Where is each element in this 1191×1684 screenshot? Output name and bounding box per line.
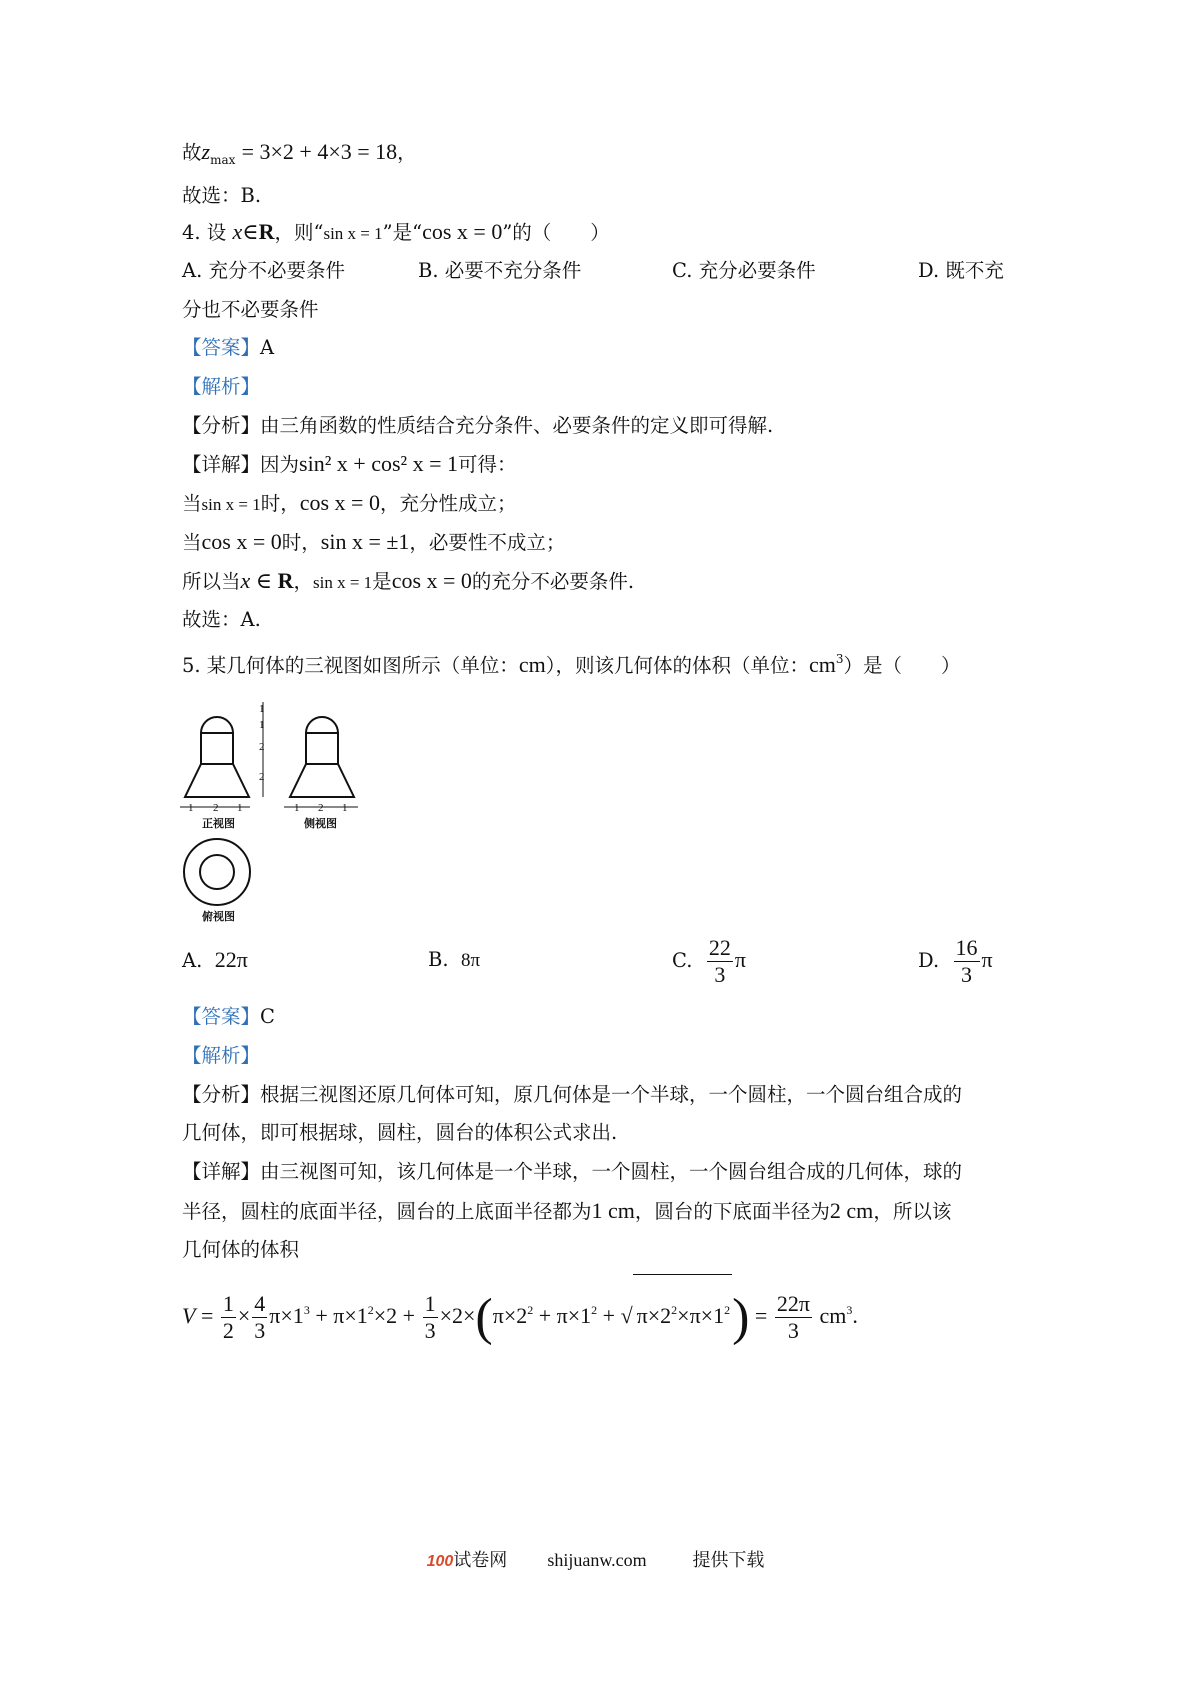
q4-option-b: B. 必要不充分条件: [418, 259, 582, 282]
text: ”的（ ）: [502, 221, 610, 244]
volume-formula: [182, 1274, 858, 1349]
answer-value: C: [260, 1005, 275, 1028]
answer-label: 【答案】: [182, 336, 261, 359]
unit: cm: [518, 652, 546, 677]
numerator: 16: [955, 935, 978, 960]
text: 时，: [281, 531, 321, 554]
text: ），则该几何体的体积（单位：: [545, 654, 809, 677]
text: 当: [182, 492, 202, 515]
side-view-dome: [306, 717, 338, 733]
q4-line1: [182, 489, 516, 519]
front-view-dome: [201, 717, 233, 733]
answer-label: 【答案】: [182, 1005, 261, 1028]
expr-sin: sin x = 1: [323, 224, 383, 243]
formula: sin² x + cos² x = 1: [299, 451, 459, 476]
side-view-cylinder: [306, 733, 338, 764]
term: ×2×: [439, 1303, 476, 1328]
side-dim-right: 1: [342, 802, 348, 814]
vdim-1: 1: [259, 703, 265, 715]
numerator: 22: [708, 935, 731, 960]
text: 是: [372, 570, 392, 593]
text: 4. 设: [182, 221, 227, 244]
sup: 2: [671, 1303, 678, 1317]
text: ”是“: [382, 221, 423, 244]
front-dim-right: 1: [237, 802, 243, 814]
site-url[interactable]: shijuanw.com: [547, 1550, 647, 1570]
q5-xiangjie-3: 几何体的体积: [182, 1238, 300, 1261]
text: 时，: [260, 492, 300, 515]
unit: cm: [808, 652, 836, 677]
option-label: C.: [672, 949, 693, 972]
var-z: z: [201, 139, 211, 164]
expr-cos: cos x = 0: [422, 219, 503, 244]
q4-option-d-cont: 分也不必要条件: [182, 298, 319, 321]
q4-stem: [182, 218, 610, 248]
equals: =: [754, 1303, 768, 1328]
q4-line2: [182, 528, 565, 557]
fraction: [707, 935, 733, 988]
text: ，所以该: [873, 1200, 952, 1223]
expr: x ∈: [240, 568, 278, 593]
q5-stem: [182, 645, 961, 680]
q5-analysis-label: 【解析】: [182, 1044, 261, 1067]
option-value: 8π: [460, 950, 481, 971]
set-R: R: [277, 568, 294, 593]
term: + π×1: [315, 1303, 368, 1328]
left-paren: (: [475, 1288, 493, 1346]
sup: 3: [835, 652, 844, 666]
sup: 3: [846, 1303, 853, 1317]
vdim-3: 2: [259, 741, 265, 753]
times: ×: [237, 1303, 251, 1328]
q5-fenxi-2: 几何体，即可根据球，圆柱，圆台的体积公式求出.: [182, 1121, 618, 1144]
term: π×2: [492, 1303, 528, 1328]
equals: =: [200, 1303, 214, 1328]
q4-line3: [182, 567, 634, 597]
q5-fenxi-1: 【分析】根据三视图还原几何体可知，原几何体是一个半球，一个圆柱，一个圆台组合成的: [182, 1083, 963, 1106]
denominator: 3: [254, 1318, 266, 1344]
unit: cm: [819, 1303, 847, 1328]
top-view-outer-circle: [184, 839, 250, 905]
q5-option-c: [672, 928, 746, 993]
var-x: x: [232, 219, 243, 244]
var-V: V: [182, 1303, 196, 1328]
equation: = 3×2 + 4×3 = 18: [241, 139, 398, 164]
text: ）是（ ）: [843, 654, 961, 677]
term: + π×1: [538, 1303, 592, 1328]
front-dim-mid: 2: [213, 802, 219, 814]
sup: 2: [527, 1303, 534, 1317]
set-R: R: [258, 219, 275, 244]
right-paren: ): [732, 1288, 750, 1346]
choose-a: 故选：A.: [182, 608, 261, 631]
expr: cos x = 0: [201, 529, 282, 554]
expr: sin x = ±1: [320, 529, 410, 554]
q4-xiangjie: [182, 450, 517, 479]
side-view-label: 侧视图: [304, 818, 337, 830]
q4-answer: [182, 334, 274, 362]
denominator: 3: [714, 962, 726, 987]
expr: sin x = 1: [312, 573, 373, 592]
q4-option-a: A. 充分不必要条件: [182, 259, 345, 282]
symbol-in: ∈: [242, 219, 259, 244]
side-view-frustum: [290, 764, 354, 797]
pi: π: [981, 947, 993, 972]
sqrt-sign: √: [620, 1303, 633, 1328]
text: ，: [293, 570, 313, 593]
top-view-label: 俯视图: [202, 911, 235, 923]
q4-option-c: C. 充分必要条件: [672, 259, 816, 282]
fraction-four-thirds: [252, 1291, 267, 1344]
pi: π: [734, 947, 746, 972]
text: ，则“: [274, 221, 324, 244]
choose-b: 故选：B.: [182, 184, 262, 207]
text: ，: [397, 141, 417, 164]
sup: 2: [724, 1303, 731, 1317]
denominator: 3: [424, 1318, 436, 1344]
front-view-frustum: [185, 764, 249, 797]
sup: 2: [367, 1303, 374, 1317]
q4-analysis-label: 【解析】: [182, 375, 261, 398]
expr: sin x = 1: [201, 495, 261, 514]
front-view-label: 正视图: [202, 818, 235, 830]
q5-answer: [182, 1003, 275, 1031]
fraction-result: [775, 1291, 812, 1344]
sqrt-body: [633, 1274, 732, 1349]
value: 1 cm: [591, 1198, 635, 1223]
side-dim-left: 1: [294, 802, 300, 814]
fraction-half: [221, 1291, 236, 1344]
top-view-inner-circle: [200, 855, 234, 889]
text: ，圆台的下底面半径为: [634, 1200, 830, 1223]
vdim-4: 2: [259, 771, 265, 783]
line-zmax: [182, 138, 417, 174]
denominator: 3: [961, 962, 973, 987]
footer: [0, 1546, 1191, 1572]
text: 【详解】因为: [182, 453, 300, 476]
term: ×2 +: [373, 1303, 416, 1328]
fraction-third: [423, 1291, 438, 1344]
numerator: 1: [222, 1291, 234, 1317]
text: ，必要性不成立；: [409, 531, 566, 554]
front-view-cylinder: [201, 733, 233, 764]
q5-option-b: [428, 946, 480, 975]
text: 所以当: [182, 570, 241, 593]
numerator: 22π: [776, 1291, 810, 1317]
vdim-2: 1: [259, 719, 265, 731]
option-label: A.: [182, 949, 203, 972]
answer-value: A: [260, 336, 275, 359]
text: 5. 某几何体的三视图如图所示（单位：: [182, 654, 519, 677]
q4-fenxi: 【分析】由三角函数的性质结合充分条件、必要条件的定义即可得解.: [182, 414, 774, 437]
text: 故: [182, 141, 202, 164]
sup: 3: [303, 1303, 310, 1317]
numerator: 4: [254, 1291, 266, 1317]
term: π×1: [269, 1303, 304, 1328]
option-label: D.: [918, 949, 940, 972]
value: 2 cm: [829, 1198, 874, 1223]
period: .: [852, 1303, 858, 1328]
numerator: 1: [424, 1291, 436, 1317]
text: 半径，圆柱的底面半径，圆台的上底面半径都为: [182, 1200, 592, 1223]
text: 的充分不必要条件.: [471, 570, 635, 593]
q5-option-a: [182, 946, 248, 975]
text: 当: [182, 531, 202, 554]
q5-xiangjie-1: 【详解】由三视图可知，该几何体是一个半球，一个圆柱，一个圆台组合成的几何体，球的: [182, 1160, 963, 1183]
term: +: [602, 1303, 616, 1328]
sup: 2: [591, 1303, 598, 1317]
term: ×π×1: [677, 1303, 725, 1328]
denominator: 3: [787, 1318, 799, 1344]
side-dim-mid: 2: [318, 802, 324, 814]
q4-option-d: D. 既不充: [918, 259, 1004, 282]
term: π×2: [636, 1303, 672, 1328]
expr: cos x = 0: [391, 568, 472, 593]
denominator: 2: [222, 1318, 234, 1344]
text: 可得：: [458, 453, 517, 476]
q5-xiangjie-2: [182, 1197, 951, 1226]
provide-download: 提供下载: [692, 1550, 765, 1571]
q5-option-d: [918, 928, 993, 993]
fraction: [954, 935, 980, 988]
option-value: 22π: [214, 947, 248, 972]
text: ，充分性成立；: [379, 492, 517, 515]
expr: cos x = 0: [299, 490, 380, 515]
site-name: 试卷网: [453, 1550, 508, 1571]
sub-max: max: [210, 153, 236, 167]
front-dim-left: 1: [188, 802, 194, 814]
site-logo: 100: [426, 1553, 454, 1570]
option-label: B.: [428, 948, 449, 971]
